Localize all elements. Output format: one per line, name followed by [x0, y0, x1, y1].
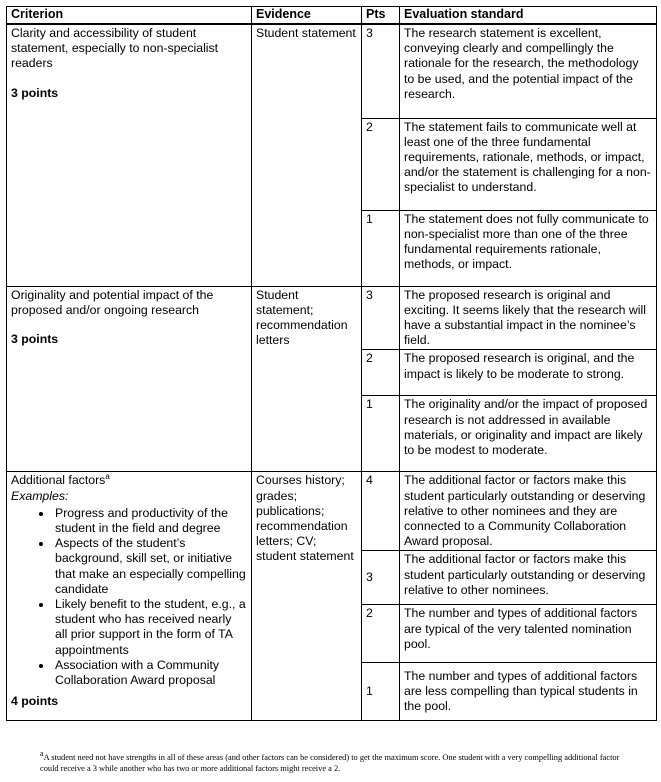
header-standard: Evaluation standard: [400, 7, 657, 25]
level-standard: The originality and/or the impact of proposed research is not addressed in available materials, or originality and impact are likely to be modest to moderate.: [400, 396, 657, 472]
footnote: [40, 749, 640, 774]
level-standard: The statement fails to communicate well at least one of the three fundamental requirements, rationale, methods, or impact, and/or the statement is challenging for a non-specialist to understand.: [400, 118, 657, 210]
level-pts: 2: [362, 605, 400, 663]
criterion-points: 3 points: [11, 331, 59, 346]
level-standard: The proposed research is original and exciting. It seems likely that the research will have a substantial impact in the nominee’s field.: [400, 286, 657, 350]
level-standard: The additional factor or factors make this student particularly outstanding or deserving relative to other nominees.: [400, 551, 657, 605]
level-pts: 1: [362, 396, 400, 472]
level-pts: 2: [362, 118, 400, 210]
level-standard: The research statement is excellent, conveying clearly and compellingly the rationale for the research, the methodology to be used, and the potential impact of the research.: [400, 24, 657, 118]
level-standard: The number and types of additional factors are typical of the very talented nomination pool.: [400, 605, 657, 663]
list-item: • Progress and productivity of the student in the field and degree: [53, 506, 247, 536]
criterion-cell: [7, 472, 252, 721]
level-pts: 1: [362, 663, 400, 721]
header-row: [7, 7, 657, 25]
criterion-text: Additional factors: [11, 473, 106, 488]
level-standard: The number and types of additional factors are less compelling than typical students in the pool.: [400, 663, 657, 721]
level-pts: 3: [362, 24, 400, 118]
evidence-cell: Student statement: [252, 24, 362, 286]
level-standard: The statement does not fully communicate to non-specialist more than one of the three fundamental requirements rationale, methods, or impact.: [400, 210, 657, 286]
examples-list: [11, 506, 247, 688]
criterion-cell: [7, 286, 252, 472]
footnote-marker: a: [40, 749, 44, 759]
criterion-points: 4 points: [11, 694, 59, 709]
header-evidence: Evidence: [252, 7, 362, 25]
criterion-cell: [7, 24, 252, 286]
header-pts: Pts: [362, 7, 400, 25]
table-row: [7, 24, 657, 118]
list-item: • Likely benefit to the student, e.g., a student who has received nearly all prior support in the form of TA appointments: [53, 597, 247, 658]
criterion-text: Clarity and accessibility of student statement, especially to non-specialist readers: [11, 26, 219, 71]
footnote-marker: a: [105, 472, 110, 482]
criterion-text: Originality and potential impact of the proposed and/or ongoing research: [11, 287, 214, 317]
level-pts: 4: [362, 472, 400, 551]
header-criterion: Criterion: [7, 7, 252, 25]
examples-label: Examples:: [11, 488, 69, 503]
level-pts: 3: [362, 551, 400, 605]
evidence-cell: Courses history; grades; publications; recommendation letters; CV; student statement: [252, 472, 362, 721]
criterion-title: [11, 473, 247, 488]
list-item: • Association with a Community Collaboration Award proposal: [53, 658, 247, 688]
list-item: • Aspects of the student’s background, skill set, or initiative that make an especially compelling candidate: [53, 536, 247, 597]
rubric-table: [6, 6, 657, 721]
level-pts: 1: [362, 210, 400, 286]
evidence-cell: Student statement; recommendation letters: [252, 286, 362, 472]
table-row: [7, 472, 657, 551]
level-standard: The additional factor or factors make this student particularly outstanding or deserving relative to other nominees and they are connected to a Community Collaboration Award proposal.: [400, 472, 657, 551]
level-standard: The proposed research is original, and the impact is likely to be moderate to strong.: [400, 350, 657, 396]
footnote-text: A student need not have strengths in all of these areas (and other factors can be considered) to get the maximum score. One student with a very compelling additional factor could receive a 3 while another who has two or more additional factors might receive a 2.: [40, 753, 620, 773]
criterion-points: 3 points: [11, 85, 59, 100]
level-pts: 3: [362, 286, 400, 350]
table-row: [7, 286, 657, 350]
level-pts: 2: [362, 350, 400, 396]
